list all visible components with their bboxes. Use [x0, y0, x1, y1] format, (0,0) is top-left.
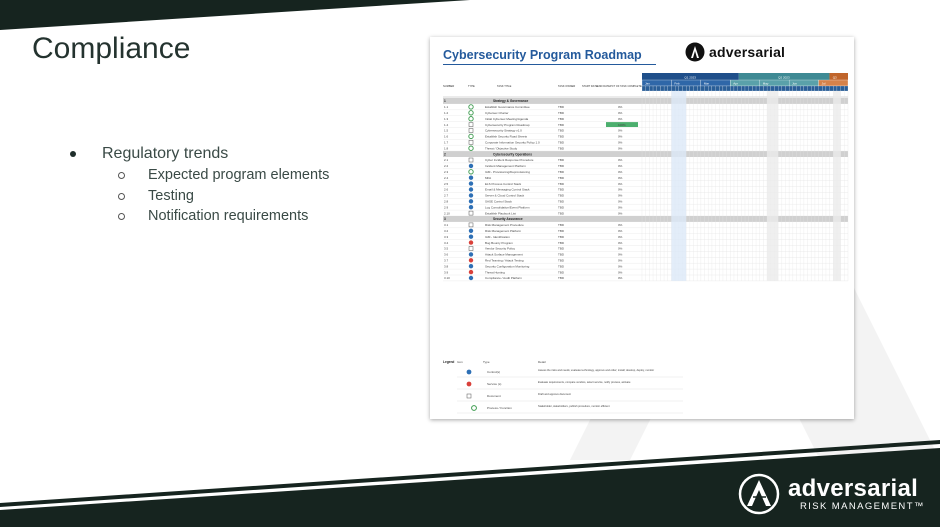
- roadmap-week-cell: [808, 86, 812, 91]
- roadmap-row-number: 1.3: [444, 116, 449, 121]
- legend-detail: Draft and approve document: [538, 393, 571, 396]
- roadmap-row-number: 3.2: [444, 229, 449, 233]
- roadmap-control-icon: [469, 276, 473, 280]
- roadmap-row-title: Cybersecurity Program Roadmap: [485, 122, 530, 127]
- slide-title: Compliance: [32, 32, 191, 65]
- roadmap-row-title: IAM - Provisioning/Deprovisioning: [485, 170, 531, 174]
- roadmap-row-title: Cyber Incident Response Procedure: [485, 158, 534, 163]
- roadmap-row-number: 2.2: [444, 164, 449, 169]
- roadmap-row-owner: TBD: [558, 234, 564, 239]
- roadmap-row-title: Establish Playbook List: [485, 211, 516, 216]
- roadmap-row-owner: TBD: [558, 223, 564, 228]
- roadmap-document: [430, 37, 854, 419]
- roadmap-week-cell: [734, 86, 738, 91]
- roadmap-week-cell: [811, 86, 815, 91]
- roadmap-week-cell: [819, 86, 823, 91]
- roadmap-control-icon: [469, 181, 473, 185]
- roadmap-row-owner: TBD: [558, 140, 564, 145]
- roadmap-row-pct: 0%: [618, 276, 623, 281]
- roadmap-row-pct: 0%: [618, 223, 623, 228]
- roadmap-row-title: Red Teaming / Attack Testing: [485, 258, 524, 263]
- roadmap-row-pct: 0%: [618, 240, 623, 245]
- roadmap-week-cell: [793, 86, 797, 91]
- roadmap-week-cell: [778, 86, 782, 91]
- roadmap-row-title: Bug Bounty Program: [485, 240, 513, 245]
- roadmap-row-title: Cybersecurity Strategy v1.0: [485, 128, 522, 133]
- roadmap-week-cell: [694, 86, 698, 91]
- roadmap-week-cell: [756, 86, 760, 91]
- roadmap-row-owner: TBD: [558, 264, 564, 269]
- legend-col-detail: Detail: [538, 360, 546, 364]
- roadmap-control-icon: [469, 264, 473, 268]
- roadmap-row-number: 2.8: [444, 199, 449, 204]
- roadmap-week-cell: [804, 86, 808, 91]
- legend-type: Document: [487, 394, 501, 398]
- roadmap-row-title: Attack Surface Management: [485, 252, 523, 257]
- roadmap-row-pct: 0%: [618, 234, 623, 239]
- roadmap-row-owner: TBD: [558, 122, 564, 127]
- roadmap-week-cell: [657, 86, 661, 91]
- legend-type: Process / Function: [487, 406, 512, 410]
- roadmap-week-cell: [664, 86, 668, 91]
- roadmap-document-icon: [469, 158, 473, 162]
- roadmap-row-pct: 0%: [618, 170, 623, 174]
- roadmap-document-icon: [469, 211, 473, 215]
- roadmap-row-title: ELS Process Control Stack: [485, 181, 522, 186]
- brand-word: adversarial: [788, 475, 919, 502]
- roadmap-week-cell: [646, 86, 650, 91]
- roadmap-row-owner: TBD: [558, 116, 564, 121]
- roadmap-col-header: PCT OF TASK COMPLETE: [610, 85, 642, 88]
- roadmap-week-cell: [760, 86, 764, 91]
- roadmap-row-owner: TBD: [558, 146, 564, 151]
- roadmap-week-cell: [712, 86, 716, 91]
- roadmap-row-number: 1.2: [444, 111, 449, 115]
- legend-document-icon: [467, 394, 471, 398]
- roadmap-row-pct: 0%: [618, 164, 623, 169]
- roadmap-week-cell: [833, 86, 837, 91]
- roadmap-document-icon: [469, 123, 473, 127]
- roadmap-week-cell: [679, 86, 683, 91]
- roadmap-document-icon: [469, 223, 473, 227]
- roadmap-week-cell: [697, 86, 701, 91]
- roadmap-row-owner: TBD: [558, 211, 564, 216]
- roadmap-row-number: 3.5: [444, 246, 449, 251]
- roadmap-process-icon: [469, 105, 473, 109]
- roadmap-week-cell: [841, 86, 845, 91]
- roadmap-row-pct: 0%: [618, 193, 623, 198]
- roadmap-service-icon: [469, 240, 473, 244]
- roadmap-control-icon: [469, 229, 473, 233]
- roadmap-month-label: Mar: [703, 81, 710, 86]
- roadmap-week-cell: [705, 86, 709, 91]
- roadmap-row-number: 2.7: [444, 193, 449, 198]
- roadmap-week-cell: [844, 86, 848, 91]
- roadmap-row-owner: TBD: [558, 199, 564, 204]
- legend-control-icon: [467, 370, 472, 375]
- roadmap-row-pct: 0%: [618, 105, 623, 110]
- roadmap-row-pct: 0%: [618, 128, 623, 133]
- roadmap-row-pct: 0%: [618, 229, 623, 233]
- roadmap-row-pct: 0%: [618, 264, 623, 269]
- roadmap-week-cell: [826, 86, 830, 91]
- roadmap-week-cell: [719, 86, 723, 91]
- roadmap-week-cell: [745, 86, 749, 91]
- roadmap-shaded-band: [767, 91, 778, 281]
- roadmap-week-cell: [771, 86, 775, 91]
- roadmap-week-cell: [675, 86, 679, 91]
- roadmap-row-title: Threat / Objective Study: [485, 146, 518, 151]
- roadmap-row-number: 3.6: [444, 252, 449, 257]
- roadmap-row-owner: TBD: [558, 170, 564, 174]
- roadmap-row-owner: TBD: [558, 111, 564, 115]
- roadmap-row-owner: TBD: [558, 193, 564, 198]
- sub-bullet-ring-icon: [118, 193, 125, 200]
- roadmap-row-title: IAM - Identification: [485, 234, 510, 239]
- roadmap-row-title: Risk Management Procedure: [485, 223, 524, 228]
- roadmap-row-title: Establish Security Road Sheets: [485, 134, 528, 139]
- roadmap-row-number: 2.3: [444, 170, 449, 174]
- roadmap-row-title: Security Configuration Monitoring: [485, 264, 530, 269]
- roadmap-document-icon: [469, 140, 473, 144]
- sub-bullet-ring-icon: [118, 172, 125, 179]
- roadmap-logo-word: adversarial: [709, 44, 786, 60]
- brand-mark-icon: [738, 473, 784, 515]
- roadmap-row-owner: TBD: [558, 276, 564, 281]
- roadmap-col-header: TYPE: [468, 85, 475, 88]
- roadmap-row-number: 2.9: [444, 205, 449, 210]
- roadmap-week-cell: [815, 86, 819, 91]
- roadmap-row-pct: 0%: [618, 140, 623, 145]
- roadmap-process-icon: [469, 111, 473, 115]
- roadmap-week-cell: [741, 86, 745, 91]
- roadmap-row-number: 2.10: [444, 211, 450, 216]
- roadmap-row-number: 2.4: [444, 175, 449, 180]
- roadmap-row-number: 3.7: [444, 258, 449, 263]
- roadmap-process-icon: [469, 170, 473, 174]
- sub-bullet-item: [70, 165, 329, 186]
- roadmap-col-header: TASK TITLE: [497, 85, 512, 88]
- roadmap-week-cell: [767, 86, 771, 91]
- roadmap-title: Cybersecurity Program Roadmap: [443, 48, 642, 62]
- bullet-list: [70, 143, 329, 227]
- legend-type: Service (s): [487, 382, 502, 386]
- roadmap-row-title: SASE Control Stack: [485, 199, 512, 204]
- roadmap-row-pct: 100%: [618, 122, 626, 127]
- roadmap-week-cell: [723, 86, 727, 91]
- roadmap-row-number: 1.7: [444, 140, 449, 145]
- roadmap-shaded-band: [671, 91, 686, 281]
- roadmap-week-cell: [642, 86, 646, 91]
- roadmap-control-icon: [469, 193, 473, 197]
- roadmap-week-cell: [822, 86, 826, 91]
- roadmap-week-cell: [837, 86, 841, 91]
- roadmap-week-cell: [730, 86, 734, 91]
- roadmap-week-cell: [749, 86, 753, 91]
- roadmap-control-icon: [469, 199, 473, 203]
- legend-detail: Assess the risks and needs; evaluate technology, approve and order; install; develop, deploy, monitor: [538, 369, 655, 372]
- roadmap-section-number: 3: [444, 217, 446, 222]
- roadmap-quarter-label: Q1 2023: [684, 75, 696, 80]
- brand-logo: [738, 473, 938, 515]
- roadmap-row-pct: 0%: [618, 158, 623, 163]
- legend-col-icon: Icon: [457, 360, 463, 364]
- roadmap-row-owner: TBD: [558, 134, 564, 139]
- roadmap-row-title: Initial Cybersec Meeting/Agenda: [485, 116, 529, 121]
- roadmap-row-pct: 0%: [618, 246, 623, 251]
- roadmap-row-owner: TBD: [558, 128, 564, 133]
- roadmap-control-icon: [469, 235, 473, 239]
- roadmap-row-owner: TBD: [558, 175, 564, 180]
- legend-col-type: Type: [483, 360, 490, 364]
- roadmap-row-owner: TBD: [558, 258, 564, 263]
- roadmap-section-number: 1: [444, 99, 446, 104]
- roadmap-week-cell: [660, 86, 664, 91]
- roadmap-process-icon: [469, 146, 473, 150]
- roadmap-month-label: Jan: [645, 81, 650, 86]
- roadmap-month-label: Feb: [674, 81, 680, 86]
- roadmap-col-header: NUMBER: [443, 85, 455, 88]
- sub-bullet-text: Notification requirements: [148, 208, 309, 224]
- roadmap-shaded-band: [833, 91, 840, 281]
- roadmap-week-cell: [782, 86, 786, 91]
- roadmap-row-number: 3.1: [444, 223, 449, 228]
- roadmap-week-cell: [668, 86, 672, 91]
- bullet-dot-icon: [70, 151, 76, 157]
- roadmap-row-number: 1.5: [444, 128, 449, 133]
- roadmap-row-pct: 0%: [618, 270, 623, 275]
- roadmap-week-cell: [671, 86, 675, 91]
- roadmap-row-number: 3.3: [444, 234, 449, 239]
- roadmap-row-number: 1.4: [444, 122, 449, 127]
- roadmap-month-label: Jul: [821, 81, 826, 86]
- roadmap-week-cell: [727, 86, 731, 91]
- roadmap-row-title: Compliance / Audit Platform: [485, 276, 523, 281]
- brand-subtitle: RISK MANAGEMENT™: [800, 501, 925, 512]
- roadmap-quarter-label: Q3: [832, 75, 837, 80]
- roadmap-row-owner: TBD: [558, 229, 564, 233]
- legend-service-icon: [467, 382, 472, 387]
- roadmap-row-title: Incident Management Platform: [485, 164, 526, 169]
- roadmap-month-label: Apr: [733, 81, 738, 86]
- roadmap-document-icon: [469, 129, 473, 133]
- roadmap-row-number: 2.5: [444, 181, 449, 186]
- roadmap-row-pct: 0%: [618, 258, 623, 263]
- roadmap-week-cell: [797, 86, 801, 91]
- roadmap-week-cell: [649, 86, 653, 91]
- sub-bullet-text: Testing: [148, 187, 194, 204]
- roadmap-row-number: 3.10: [444, 276, 450, 281]
- sub-bullet-ring-icon: [118, 213, 125, 220]
- roadmap-week-cell: [763, 86, 767, 91]
- roadmap-row-number: 3.8: [444, 264, 449, 269]
- roadmap-row-pct: 0%: [618, 111, 623, 115]
- roadmap-row-owner: TBD: [558, 158, 564, 163]
- roadmap-week-cell: [789, 86, 793, 91]
- roadmap-row-owner: TBD: [558, 252, 564, 257]
- roadmap-section-name: Strategy & Governance: [493, 99, 529, 104]
- legend-detail: Stakeholder, stakeholders, publish procedure, monitor efficient: [538, 405, 610, 408]
- roadmap-week-cell: [800, 86, 804, 91]
- roadmap-row-number: 2.1: [444, 158, 449, 163]
- roadmap-row-number: 3.9: [444, 270, 449, 275]
- roadmap-col-header: END DATE: [597, 85, 610, 88]
- sub-bullet-item: [70, 186, 329, 207]
- roadmap-row-owner: TBD: [558, 181, 564, 186]
- roadmap-process-icon: [469, 117, 473, 121]
- roadmap-week-cell: [785, 86, 789, 91]
- roadmap-row-number: 2.6: [444, 187, 449, 192]
- roadmap-row-owner: TBD: [558, 205, 564, 210]
- roadmap-row-title: Cybersec Charter: [485, 111, 509, 115]
- roadmap-row-owner: TBD: [558, 270, 564, 275]
- roadmap-row-pct: 0%: [618, 116, 623, 121]
- roadmap-row-owner: TBD: [558, 187, 564, 192]
- roadmap-service-icon: [469, 258, 473, 262]
- roadmap-row-title: Vendor Security Policy: [485, 246, 516, 251]
- roadmap-row-pct: 0%: [618, 187, 623, 192]
- roadmap-control-icon: [469, 164, 473, 168]
- roadmap-week-cell: [738, 86, 742, 91]
- roadmap-control-icon: [469, 176, 473, 180]
- roadmap-section-name: Security Assurance: [493, 217, 523, 222]
- roadmap-row-pct: 0%: [618, 134, 623, 139]
- roadmap-week-cell: [752, 86, 756, 91]
- roadmap-col-header: START DATE: [582, 85, 598, 88]
- roadmap-row-number: 1.8: [444, 146, 449, 151]
- roadmap-quarter-label: Q2 2023: [778, 75, 790, 80]
- roadmap-row-owner: TBD: [558, 246, 564, 251]
- roadmap-service-icon: [469, 270, 473, 274]
- legend-label: Legend: [443, 360, 455, 364]
- legend-type: Control(s): [487, 370, 501, 374]
- roadmap-section-number: 2: [444, 152, 446, 157]
- roadmap-row-pct: 0%: [618, 181, 623, 186]
- roadmap-row-title: Risk Management Platform: [485, 229, 522, 233]
- roadmap-control-icon: [469, 205, 473, 209]
- roadmap-row-title: Server & Cloud Control Stack: [485, 193, 525, 198]
- roadmap-row-pct: 0%: [618, 205, 623, 210]
- roadmap-row-title: Threat Hunting: [485, 270, 505, 275]
- roadmap-row-title: Corporate Information Security Policy 1.0: [485, 140, 540, 145]
- roadmap-row-number: 3.4: [444, 240, 449, 245]
- sub-bullet-item: [70, 206, 329, 227]
- roadmap-week-cell: [686, 86, 690, 91]
- bullet-text: Regulatory trends: [102, 145, 229, 162]
- roadmap-week-cell: [830, 86, 834, 91]
- roadmap-row-pct: 0%: [618, 175, 623, 180]
- bullet-item: [70, 143, 329, 165]
- roadmap-row-pct: 0%: [618, 199, 623, 204]
- roadmap-week-cell: [716, 86, 720, 91]
- roadmap-control-icon: [469, 187, 473, 191]
- roadmap-week-cell: [708, 86, 712, 91]
- roadmap-week-cell: [690, 86, 694, 91]
- legend-process-icon: [472, 406, 477, 411]
- roadmap-row-owner: TBD: [558, 105, 564, 110]
- roadmap-row-owner: TBD: [558, 240, 564, 245]
- roadmap-month-label: Jun: [792, 81, 797, 86]
- roadmap-month-label: May: [762, 81, 769, 86]
- roadmap-row-title: Establish Governance Committee: [485, 105, 530, 110]
- roadmap-row-number: 1.6: [444, 134, 449, 139]
- sub-bullet-text: Expected program elements: [148, 167, 330, 183]
- roadmap-row-title: MFA: [485, 175, 492, 180]
- roadmap-row-title: Log Consolidation/Event Platform: [485, 205, 530, 210]
- roadmap-week-cell: [682, 86, 686, 91]
- roadmap-col-header: TASK OWNER: [558, 85, 576, 88]
- legend-detail: Evaluate requirements, compare vendors, select service, notify process, activate: [538, 381, 631, 384]
- roadmap-row-number: 1.1: [444, 105, 449, 110]
- roadmap-row-pct: 0%: [618, 211, 623, 216]
- roadmap-document-icon: [469, 247, 473, 251]
- roadmap-row-pct: 0%: [618, 146, 623, 151]
- roadmap-control-icon: [469, 252, 473, 256]
- roadmap-week-cell: [701, 86, 705, 91]
- roadmap-row-pct: 0%: [618, 252, 623, 257]
- roadmap-section-name: Cybersecurity Operations: [493, 152, 532, 157]
- roadmap-week-cell: [774, 86, 778, 91]
- roadmap-row-owner: TBD: [558, 164, 564, 169]
- roadmap-grid: [430, 37, 854, 419]
- roadmap-week-cell: [653, 86, 657, 91]
- roadmap-process-icon: [469, 134, 473, 138]
- roadmap-row-title: Email & Messaging Control Stack: [485, 187, 530, 192]
